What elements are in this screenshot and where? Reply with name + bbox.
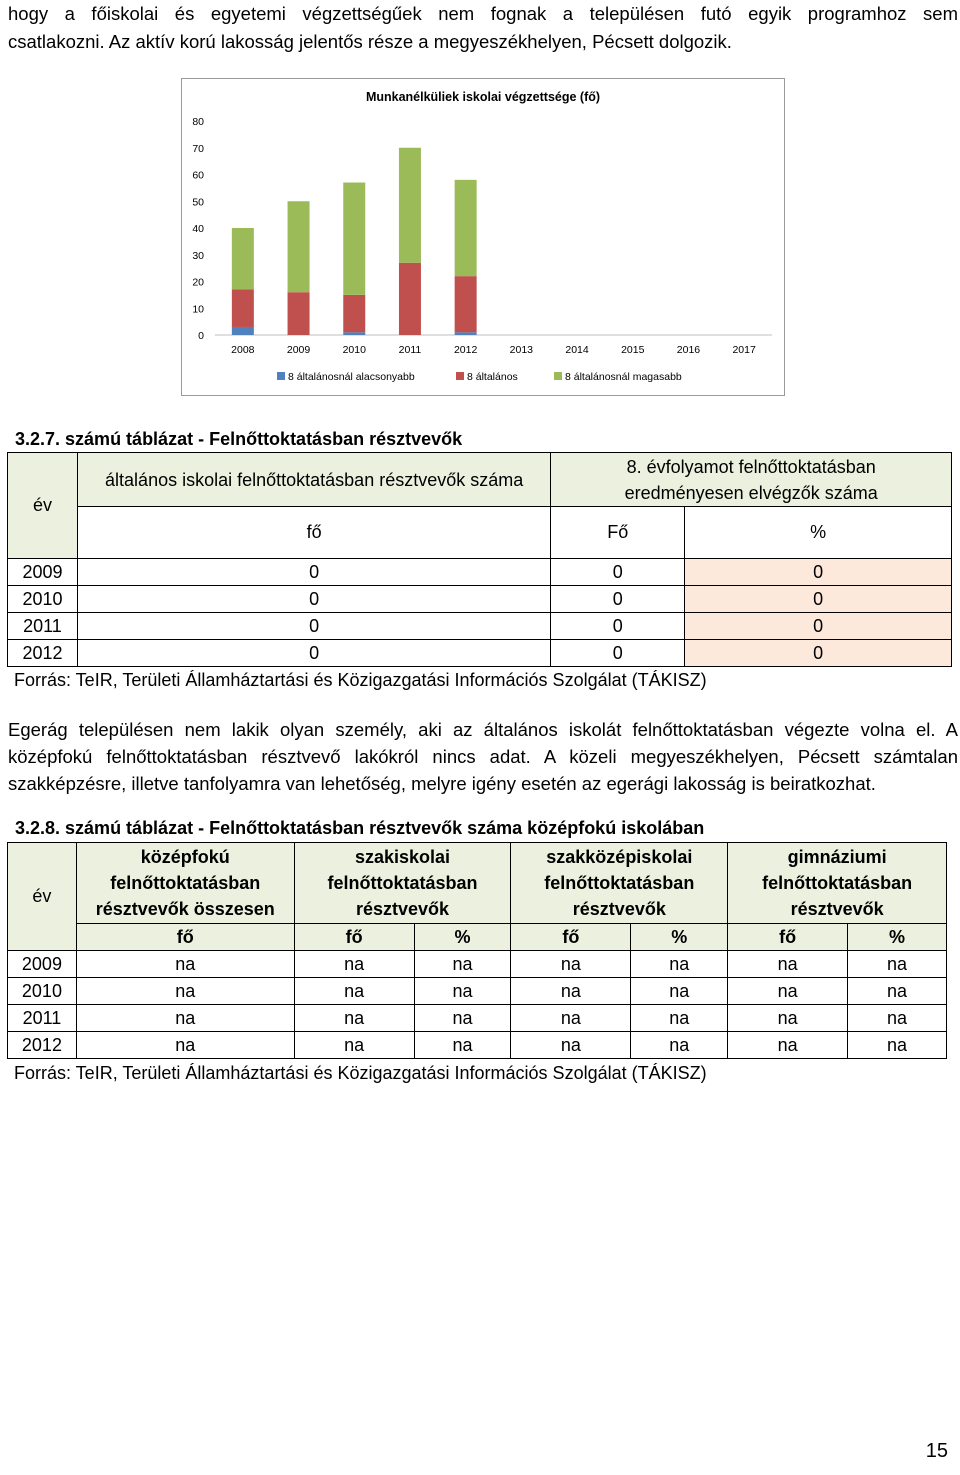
bar-segment xyxy=(455,332,477,335)
table-cell: na xyxy=(848,951,947,978)
table-cell: na xyxy=(414,1032,511,1059)
table-row xyxy=(8,613,952,640)
table-cell: na xyxy=(76,1032,294,1059)
col-year-header: év xyxy=(8,453,78,559)
table-cell: na xyxy=(511,951,631,978)
table-row xyxy=(8,978,947,1005)
x-tick-label: 2017 xyxy=(732,344,756,356)
adult-education-table xyxy=(7,452,952,667)
legend-label: 8 általános xyxy=(467,371,518,383)
intro-line-1: hogy a főiskolai és egyetemi végzettségűek nem fognak a településen futó egyik programhoz sem xyxy=(8,3,958,24)
table-row xyxy=(8,951,947,978)
col-year-header: év xyxy=(8,843,77,951)
body-line-1: Egerág településen nem lakik olyan személy, aki az általános iskolát felnőttoktatásban végezte volna el. A xyxy=(8,719,958,740)
table-cell: na xyxy=(631,978,728,1005)
bar-segment xyxy=(288,292,310,335)
x-tick-label: 2014 xyxy=(565,344,589,356)
cell-grade8-percent: 0 xyxy=(685,613,952,640)
x-tick-label: 2008 xyxy=(231,344,255,356)
subheader-fo: fő xyxy=(728,924,848,951)
bar-segment xyxy=(343,183,365,295)
cell-grade8-count: 0 xyxy=(551,613,685,640)
table-cell: na xyxy=(728,1032,848,1059)
table-cell: na xyxy=(76,951,294,978)
table-cell: na xyxy=(414,951,511,978)
y-tick-label: 70 xyxy=(192,142,204,155)
secondary-adult-education-table xyxy=(7,842,947,1059)
table-cell: na xyxy=(631,1032,728,1059)
cell-primary-participants: 0 xyxy=(77,586,550,613)
page-number: 15 xyxy=(925,1440,948,1462)
table2-caption: 3.2.8. számú táblázat - Felnőttoktatásban résztvevők száma középfokú iskolában xyxy=(15,818,705,838)
x-tick-label: 2015 xyxy=(621,344,645,356)
table-cell: na xyxy=(511,1032,631,1059)
col-grade8-completed-header: 8. évfolyamot felnőttoktatásban eredményesen elvégzők száma xyxy=(551,453,952,507)
table1-source: Forrás: TeIR, Területi Államháztartási és Közigazgatási Információs Szolgálat (TÁKISZ) xyxy=(14,670,707,690)
cell-primary-participants: 0 xyxy=(77,640,550,667)
bar-segment xyxy=(343,295,365,332)
y-tick-label: 0 xyxy=(198,330,204,342)
cell-year: 2009 xyxy=(8,559,78,586)
unemployed-education-chart xyxy=(181,78,785,396)
cell-grade8-percent: 0 xyxy=(685,586,952,613)
table-cell: na xyxy=(294,978,414,1005)
y-tick-label: 30 xyxy=(192,249,204,262)
subheader-percent: % xyxy=(685,507,952,559)
table-row xyxy=(8,1032,947,1059)
table2-source: Forrás: TeIR, Területi Államháztartási és Közigazgatási Információs Szolgálat (TÁKISZ) xyxy=(14,1063,707,1083)
bar-segment xyxy=(232,290,254,327)
bar-segment xyxy=(232,327,254,335)
col-secondary-vocational-header: szakközépiskolai felnőttoktatásban résztvevők xyxy=(511,843,728,924)
cell-year: 2012 xyxy=(8,1032,77,1059)
table-cell: na xyxy=(631,951,728,978)
intro-paragraph xyxy=(8,0,958,56)
subheader-percent: % xyxy=(631,924,728,951)
bar-segment xyxy=(288,201,310,292)
x-tick-label: 2010 xyxy=(342,344,366,356)
legend-swatch xyxy=(456,372,464,380)
table-row xyxy=(8,586,952,613)
table-cell: na xyxy=(631,1005,728,1032)
cell-year: 2011 xyxy=(8,1005,77,1032)
cell-grade8-percent: 0 xyxy=(685,559,952,586)
legend-swatch xyxy=(277,372,285,380)
table-cell: na xyxy=(76,1005,294,1032)
chart-svg xyxy=(182,79,784,395)
table-cell: na xyxy=(848,1032,947,1059)
table-cell: na xyxy=(414,978,511,1005)
col-secondary-total-header: középfokú felnőttoktatásban résztvevők összesen xyxy=(76,843,294,924)
col-grammar-school-header: gimnáziumi felnőttoktatásban résztvevők xyxy=(728,843,947,924)
cell-grade8-count: 0 xyxy=(551,640,685,667)
x-tick-label: 2011 xyxy=(398,344,422,356)
y-tick-label: 20 xyxy=(192,276,204,289)
x-tick-label: 2013 xyxy=(509,344,534,356)
subheader-fo: fő xyxy=(511,924,631,951)
subheader-percent: % xyxy=(848,924,947,951)
bar-segment xyxy=(455,276,477,332)
cell-year: 2010 xyxy=(8,978,77,1005)
bar-segment xyxy=(399,263,421,335)
legend-swatch xyxy=(554,372,562,380)
table-cell: na xyxy=(76,978,294,1005)
y-tick-label: 10 xyxy=(192,303,204,316)
y-tick-label: 60 xyxy=(192,169,204,182)
table-row xyxy=(8,1005,947,1032)
subheader-fo: fő xyxy=(76,924,294,951)
cell-grade8-percent: 0 xyxy=(685,640,952,667)
body-line-3: szakképzésre, illetve tanfolyamra van lehetőség, melyre igény esetén az egerági lakosság is beiratkozhat. xyxy=(8,773,876,794)
col-vocational-header: szakiskolai felnőttoktatásban résztvevők xyxy=(294,843,511,924)
table1-caption: 3.2.7. számú táblázat - Felnőttoktatásban résztvevők xyxy=(15,429,463,449)
body-paragraph xyxy=(8,716,958,797)
subheader-fo: fő xyxy=(294,924,414,951)
cell-year: 2012 xyxy=(8,640,78,667)
subheader-Fo: Fő xyxy=(551,507,685,559)
table-row xyxy=(8,559,952,586)
intro-line-2: csatlakozni. Az aktív korú lakosság jelentős része a megyeszékhelyen, Pécsett dolgozik. xyxy=(8,31,732,52)
legend-label: 8 általánosnál magasabb xyxy=(565,371,682,383)
cell-primary-participants: 0 xyxy=(77,559,550,586)
table-cell: na xyxy=(294,1032,414,1059)
table-cell: na xyxy=(848,1005,947,1032)
x-tick-label: 2009 xyxy=(286,344,311,356)
table-cell: na xyxy=(728,978,848,1005)
col-primary-participants-header: általános iskolai felnőttoktatásban résztvevők száma xyxy=(77,453,550,507)
chart-title: Munkanélküliek iskolai végzettsége (fő) xyxy=(365,90,601,104)
y-tick-label: 80 xyxy=(192,116,204,128)
x-tick-label: 2012 xyxy=(453,344,478,356)
table-row xyxy=(8,640,952,667)
bar-segment xyxy=(343,332,365,335)
x-tick-label: 2016 xyxy=(676,344,701,356)
cell-grade8-count: 0 xyxy=(551,559,685,586)
legend-label: 8 általánosnál alacsonyabb xyxy=(288,371,415,383)
cell-primary-participants: 0 xyxy=(77,613,550,640)
table-cell: na xyxy=(511,1005,631,1032)
cell-year: 2009 xyxy=(8,951,77,978)
bar-segment xyxy=(455,180,477,276)
table-cell: na xyxy=(848,978,947,1005)
body-line-2: középfokú felnőttoktatásban résztvevő lakókról nincs adat. A közeli megyeszékhelyen, Pécsett számtalan xyxy=(8,746,958,767)
table-cell: na xyxy=(294,951,414,978)
bar-segment xyxy=(232,228,254,290)
subheader-fo: fő xyxy=(77,507,550,559)
table-cell: na xyxy=(294,1005,414,1032)
table-cell: na xyxy=(414,1005,511,1032)
bar-segment xyxy=(399,148,421,263)
y-tick-label: 50 xyxy=(192,196,204,209)
cell-year: 2010 xyxy=(8,586,78,613)
cell-grade8-count: 0 xyxy=(551,586,685,613)
table-cell: na xyxy=(511,978,631,1005)
table-cell: na xyxy=(728,951,848,978)
cell-year: 2011 xyxy=(8,613,78,640)
y-tick-label: 40 xyxy=(192,223,204,235)
table-cell: na xyxy=(728,1005,848,1032)
subheader-percent: % xyxy=(414,924,511,951)
